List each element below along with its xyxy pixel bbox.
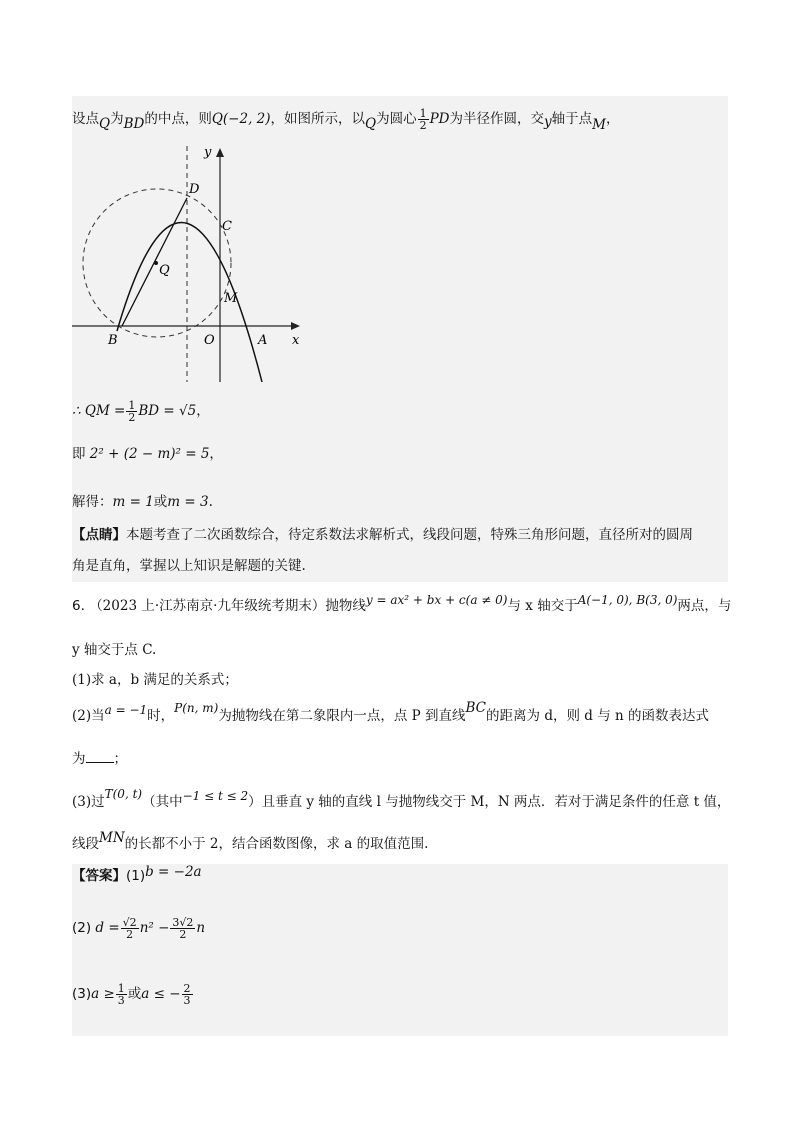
solution-1: m = 1	[112, 494, 154, 510]
var-q: Q	[99, 116, 111, 132]
question-6-part-1	[72, 670, 238, 690]
var-q: Q	[365, 116, 377, 132]
text: 为半径作圆，交	[449, 111, 545, 127]
label-o: O	[204, 333, 215, 348]
label-d: D	[189, 182, 200, 197]
text: 与 x 轴交于	[507, 598, 578, 614]
text: ，	[196, 403, 210, 419]
text: n	[196, 920, 206, 936]
text: ）且垂直 y 轴的直线 l 与抛物线交于 M，N 两点．若对于满足条件的任意 t 值，	[248, 794, 731, 810]
fraction-half	[418, 108, 429, 131]
denominator: 2	[179, 928, 187, 941]
label-a: A	[258, 333, 268, 348]
label-b: B	[108, 333, 118, 348]
solution-2: m = 3	[167, 494, 209, 510]
fraction-sqrt2-over-2	[121, 917, 139, 940]
answer-line-2	[72, 908, 205, 948]
numerator: 1	[128, 399, 136, 412]
text: n² −	[139, 920, 170, 936]
text: d =	[95, 920, 120, 936]
x-axis-arrow	[291, 322, 300, 330]
figure-svg	[72, 146, 304, 382]
text: 设点	[72, 111, 99, 127]
text: (3)	[72, 986, 92, 1002]
question-6-line-2	[72, 640, 156, 660]
var-m: M	[592, 117, 606, 133]
points-ab: A(−1, 0), B(3, 0)	[577, 593, 678, 607]
text: (2)	[72, 920, 92, 936]
label-m: M	[224, 291, 238, 306]
numerator: √2	[122, 916, 137, 929]
label-x: x	[292, 333, 300, 348]
q-coordinate: Q(−2, 2)	[211, 111, 271, 127]
solution-line-equation	[72, 444, 223, 464]
denominator: 2	[419, 119, 427, 132]
line-bc: BC	[465, 700, 487, 716]
label-c: C	[222, 219, 232, 234]
denominator: 2	[126, 928, 134, 941]
text: 为	[72, 751, 86, 767]
point-q	[154, 261, 158, 265]
denominator: 3	[183, 994, 191, 1007]
parabola	[117, 223, 262, 382]
numerator: 3√2	[172, 916, 194, 929]
point-p: P(n, m)	[174, 701, 219, 715]
segment-mn: MN	[99, 830, 125, 846]
question-6-part-3	[72, 787, 731, 812]
text: 为	[110, 111, 124, 127]
text: (1)	[126, 868, 146, 884]
fraction-half	[126, 400, 137, 423]
equation: 2² + (2 − m)² = 5	[89, 446, 210, 462]
text: （其中	[142, 794, 183, 810]
condition-a: a = −1	[104, 703, 148, 717]
text: (1)求 a，b 满足的关系式；	[72, 672, 238, 688]
denominator: 3	[117, 994, 125, 1007]
var-y: y	[544, 114, 552, 130]
text: 的距离为 d，则 d 与 n 的函数表达式	[486, 708, 709, 724]
fraction-3sqrt2-over-2	[170, 917, 195, 940]
point-t: T(0, t)	[104, 787, 143, 801]
text: ，	[209, 446, 223, 462]
y-axis-arrow	[216, 148, 224, 157]
text: ；	[113, 751, 127, 767]
numerator: 2	[183, 982, 191, 995]
t-range: −1 ≤ t ≤ 2	[182, 789, 249, 803]
text: 轴于点	[551, 111, 593, 127]
answer-1: b = −2a	[145, 864, 202, 880]
var-bd: BD	[123, 116, 145, 132]
comment-tag: 【点睛】	[72, 527, 126, 543]
text: 时，	[147, 708, 175, 724]
fraction-two-thirds	[182, 983, 193, 1006]
comment-line-2	[72, 556, 306, 576]
question-6-part-2-cont	[72, 748, 127, 769]
text: a ≥	[91, 986, 115, 1002]
var-pd: PD	[429, 111, 450, 127]
text: 的长都不小于 2，结合函数图像，求 a 的取值范围.	[124, 836, 429, 852]
text: BD = √5	[138, 403, 197, 419]
text: 两点，与	[677, 598, 732, 614]
solution-line-solve	[72, 492, 213, 512]
fraction-one-third	[116, 983, 127, 1006]
question-6-line-1	[72, 593, 732, 616]
text: (2)当	[72, 708, 105, 724]
text: ，	[605, 111, 620, 127]
solution-line-qm	[72, 400, 210, 423]
answer-tag: 【答案】	[72, 868, 126, 884]
answer-line-3	[72, 974, 194, 1014]
question-6-part-2	[72, 700, 709, 726]
text: 的中点，则	[144, 111, 212, 127]
text: a ≤ −	[141, 986, 181, 1002]
denominator: 2	[128, 411, 136, 424]
label-y: y	[204, 146, 212, 160]
numerator: 1	[419, 107, 427, 120]
text: 解得：	[72, 494, 113, 510]
question-6-part-3-cont	[72, 830, 429, 854]
text: 或	[153, 494, 168, 510]
answer-blank	[86, 748, 114, 763]
text: 为圆心	[376, 111, 417, 127]
solution-line-1	[72, 108, 619, 131]
comment-line-1	[72, 525, 693, 545]
text: .	[208, 494, 213, 510]
question-source: （2023 上·江苏南京·九年级统考期末）抛物线	[89, 598, 366, 614]
text: 本题考查了二次函数综合，待定系数法求解析式，线段问题，特殊三角形问题，直径所对的圆周	[126, 527, 693, 543]
numerator: 1	[117, 982, 125, 995]
label-q: Q	[159, 263, 170, 278]
text: 为抛物线在第二象限内一点，点 P 到直线	[218, 708, 466, 724]
text: (3)过	[72, 794, 105, 810]
text: 角是直角，掌握以上知识是解题的关键.	[72, 558, 306, 574]
geometry-figure	[72, 146, 304, 382]
text: y 轴交于点 C.	[72, 642, 157, 658]
parabola-equation: y = ax² + bx + c(a ≠ 0)	[365, 593, 508, 607]
text: 即	[72, 446, 86, 462]
text: ，如图所示，以	[270, 111, 366, 127]
text: 或	[127, 986, 142, 1002]
text: 线段	[72, 836, 99, 852]
answer-line-1	[72, 866, 202, 886]
question-number: 6.	[72, 598, 85, 614]
text: ∴ QM =	[72, 403, 126, 419]
